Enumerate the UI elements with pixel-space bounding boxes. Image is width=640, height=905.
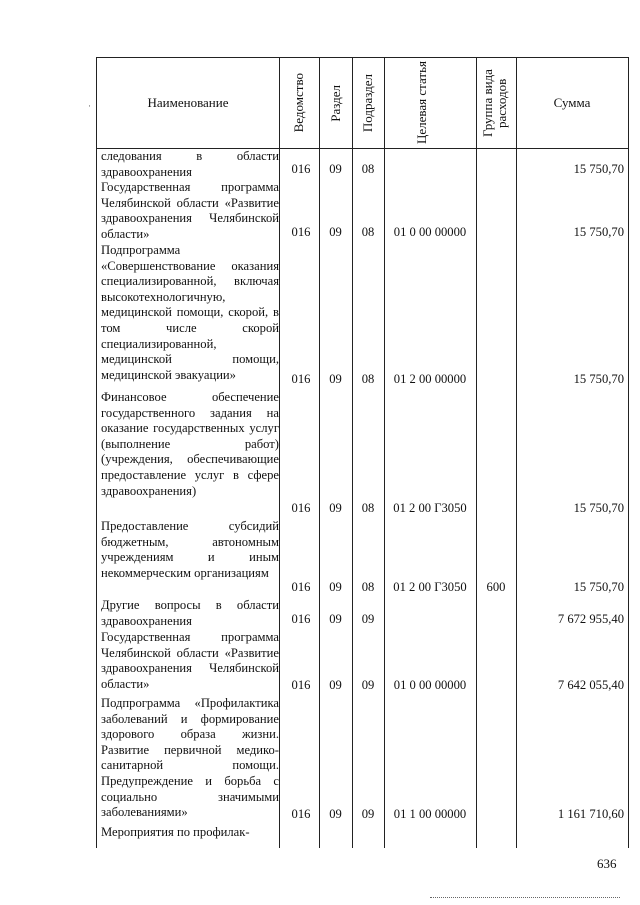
row-celevaya: 01 2 00 Г3050 [393,501,467,515]
table-row [97,630,628,696]
row-summa: 15 750,70 [573,225,624,239]
row-gruppa: 600 [486,580,506,594]
row-razdel: 09 [329,162,342,176]
table-row [97,825,628,845]
row-summa: 7 672 955,40 [557,612,624,626]
header-celevaya [384,58,476,148]
row-name: следования в области здравоохранения [101,149,279,179]
row-name: Другие вопросы в области здравоохранения [101,598,279,628]
table-row [97,149,628,180]
row-summa: 15 750,70 [573,580,624,594]
header-vedomstvo-label: Ведомство [291,73,306,133]
row-name: Государственная программа Челябинской области «Развитие здравоохранения Челябинской области» [101,180,279,241]
row-summa: 1 161 710,60 [557,807,624,821]
budget-table [96,57,629,848]
header-podrazdel [352,58,384,148]
row-podrazdel: 08 [361,580,375,594]
row-razdel: 09 [329,372,342,386]
row-podrazdel: 08 [361,372,375,386]
header-celevaya-label: Целевая статья [414,61,429,145]
header-name-label: Наименование [147,95,229,110]
footer-line [430,897,620,898]
table-row [97,598,628,630]
row-summa: 15 750,70 [573,501,624,515]
row-vedomstvo: 016 [291,612,311,626]
table-body [97,149,628,845]
row-vedomstvo: 016 [291,807,311,821]
header-podrazdel-label: Подраздел [360,73,375,133]
row-vedomstvo: 016 [291,225,311,239]
row-summa: 15 750,70 [573,162,624,176]
row-summa: 15 750,70 [573,372,624,386]
row-podrazdel: 08 [361,162,375,176]
row-name: Государственная программа Челябинской области «Развитие здравоохранения Челябинской области» [101,630,279,691]
row-podrazdel: 09 [361,807,375,821]
row-podrazdel: 08 [361,501,375,515]
row-podrazdel: 09 [361,678,375,692]
row-razdel: 09 [329,807,342,821]
table-row [97,390,628,519]
header-summa [516,58,628,148]
row-name: Подпрограмма «Профилактика заболеваний и формирование здорового образа жизни. Развитие первичной медико-санитарной помощи. Предупреждение и борьба с социально значимыми заболеваниями» [101,696,279,820]
row-name: Предоставление субсидий бюджетным, автономным учреждениям и иным некоммерческим организациям [101,519,279,580]
table-row [97,696,628,825]
row-podrazdel: 09 [361,612,375,626]
header-name [97,58,279,148]
header-gruppa [476,58,516,148]
table-row [97,519,628,598]
row-razdel: 09 [329,678,342,692]
page-number: 636 [597,856,617,871]
header-summa-label: Сумма [553,95,591,110]
header-razdel [319,58,352,148]
row-razdel: 09 [329,501,342,515]
row-vedomstvo: 016 [291,580,311,594]
header-razdel-label: Раздел [327,84,343,122]
row-celevaya: 01 2 00 00000 [393,372,467,386]
row-celevaya: 01 2 00 Г3050 [393,580,467,594]
row-razdel: 09 [329,612,342,626]
row-celevaya: 01 0 00 00000 [393,225,467,239]
row-vedomstvo: 016 [291,372,311,386]
row-podrazdel: 08 [361,225,375,239]
header-vedomstvo [279,58,319,148]
row-name: Подпрограмма «Совершенствование оказания специализированной, включая высокотехнологичную, медицинской помощи, скорой, в том числе скорой специализированной, медицинской помощи, медицинской эвакуации» [101,243,279,382]
row-razdel: 09 [329,580,342,594]
row-name: Финансовое обеспечение государственного задания на оказание государственных услуг (выполнение работ) (учреждения, обеспечивающие предоставление услуг в сфере здравоохранения) [101,390,279,498]
table-row [97,180,628,243]
row-celevaya: 01 0 00 00000 [393,678,467,692]
table-row [97,243,628,390]
row-vedomstvo: 016 [291,678,311,692]
margin-mark: · [88,101,91,111]
row-name: Мероприятия по профилак- [101,825,250,839]
row-vedomstvo: 016 [291,501,311,515]
row-celevaya: 01 1 00 00000 [393,807,467,821]
row-razdel: 09 [329,225,342,239]
header-gruppa-label: Группа вида расходов [480,69,509,137]
row-vedomstvo: 016 [291,162,311,176]
row-summa: 7 642 055,40 [557,678,624,692]
